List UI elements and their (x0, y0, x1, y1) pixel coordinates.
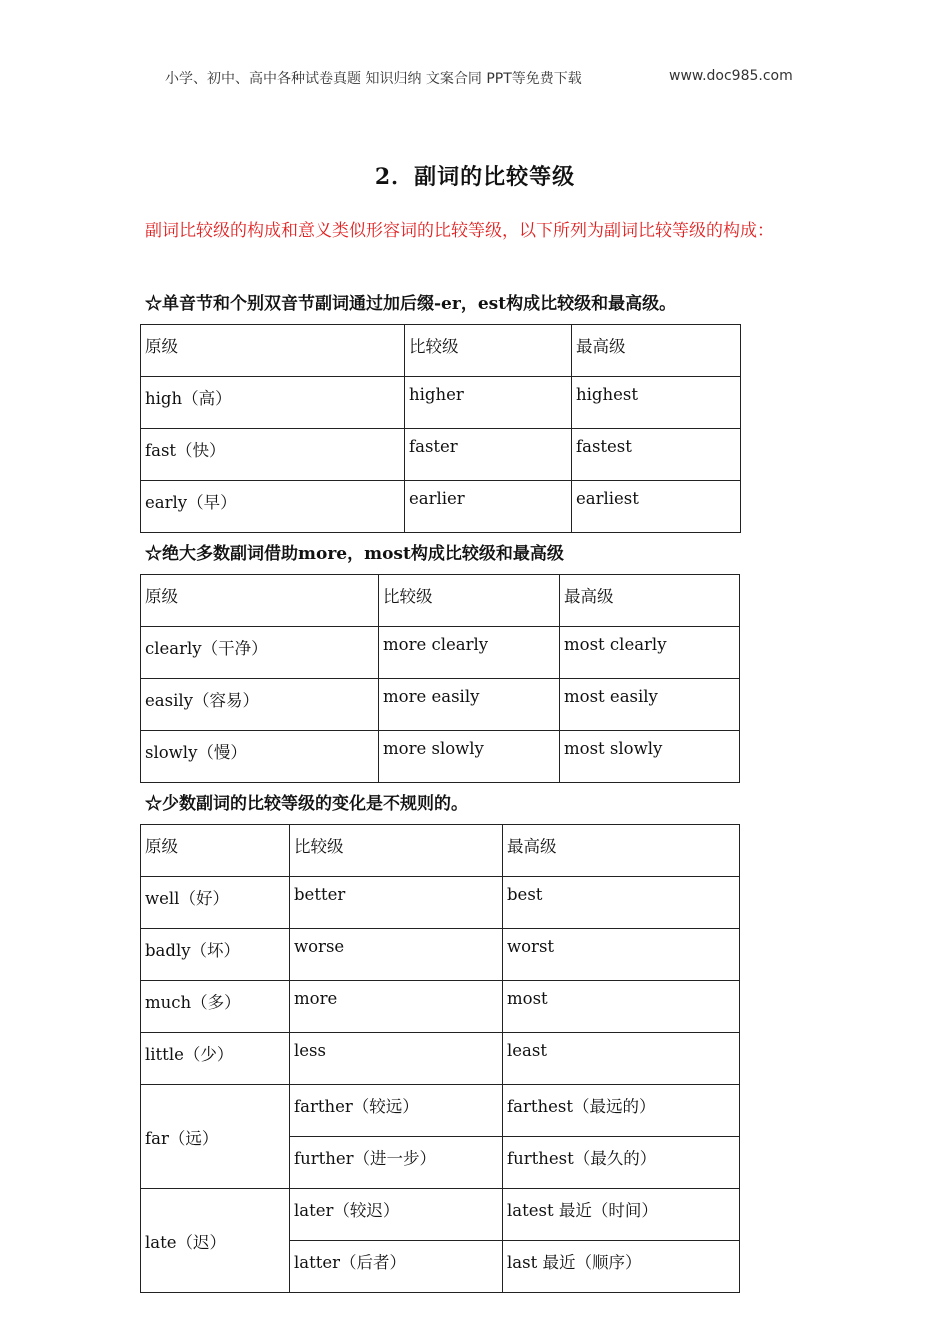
table-cell: earlier (405, 481, 572, 533)
intro-paragraph: 副词比较级的构成和意义类似形容词的比较等级，以下所列为副词比较等级的构成： (145, 221, 774, 241)
table-row (141, 1033, 740, 1085)
table-cell: farthest（最远的） (503, 1085, 740, 1137)
table-cell: little（少） (141, 1033, 290, 1085)
table-row (141, 929, 740, 981)
table-row (141, 1189, 740, 1241)
table-cell-merged: late（迟） (141, 1189, 290, 1293)
column-header: 比较级 (379, 575, 560, 627)
header-site-description: 小学、初中、高中各种试卷真题 知识归纳 文案合同 PPT等免费下载 (165, 71, 582, 87)
table-cell: much（多） (141, 981, 290, 1033)
table-cell: high（高） (141, 377, 405, 429)
table-row (141, 731, 740, 783)
table-row (141, 429, 741, 481)
table-header-row (141, 575, 740, 627)
table-cell: most clearly (560, 627, 740, 679)
table-cell: highest (572, 377, 741, 429)
table-header-row (141, 325, 741, 377)
table-cell-merged: far（远） (141, 1085, 290, 1189)
table-cell: easily（容易） (141, 679, 379, 731)
column-header: 比较级 (405, 325, 572, 377)
table-cell: most easily (560, 679, 740, 731)
table-cell: more clearly (379, 627, 560, 679)
column-header: 最高级 (503, 825, 740, 877)
table-row (141, 627, 740, 679)
table-cell: most slowly (560, 731, 740, 783)
table-row (141, 877, 740, 929)
table-cell: least (503, 1033, 740, 1085)
table-cell: well（好） (141, 877, 290, 929)
table-cell: farther（较远） (290, 1085, 503, 1137)
column-header: 最高级 (560, 575, 740, 627)
table-cell: higher (405, 377, 572, 429)
table-cell: badly（坏） (141, 929, 290, 981)
column-header: 最高级 (572, 325, 741, 377)
header-url[interactable]: www.doc985.com (669, 68, 793, 84)
table-row (141, 377, 741, 429)
table-cell: more (290, 981, 503, 1033)
table-cell: fastest (572, 429, 741, 481)
table-cell: more slowly (379, 731, 560, 783)
table-cell: more easily (379, 679, 560, 731)
table-row (141, 1085, 740, 1137)
table-cell: last 最近（顺序） (503, 1241, 740, 1293)
table-cell: slowly（慢） (141, 731, 379, 783)
table-row (141, 981, 740, 1033)
section-heading-more-most: ☆绝大多数副词借助more，most构成比较级和最高级 (145, 544, 564, 564)
table-cell: best (503, 877, 740, 929)
column-header: 原级 (141, 825, 290, 877)
table-cell: clearly（干净） (141, 627, 379, 679)
column-header: 原级 (141, 575, 379, 627)
table-cell: worse (290, 929, 503, 981)
table-row (141, 481, 741, 533)
page-title: 2．副词的比较等级 (374, 164, 576, 190)
table-cell: later（较迟） (290, 1189, 503, 1241)
table-cell: earliest (572, 481, 741, 533)
section-heading-irregular: ☆少数副词的比较等级的变化是不规则的。 (145, 794, 468, 814)
table-cell: early（早） (141, 481, 405, 533)
table-cell: faster (405, 429, 572, 481)
table-regular-comparison (140, 324, 741, 533)
section-heading-regular: ☆单音节和个别双音节副词通过加后缀-er，est构成比较级和最高级。 (145, 294, 677, 314)
column-header: 原级 (141, 325, 405, 377)
table-cell: furthest（最久的） (503, 1137, 740, 1189)
table-cell: less (290, 1033, 503, 1085)
table-cell: further（进一步） (290, 1137, 503, 1189)
table-cell: fast（快） (141, 429, 405, 481)
table-cell: latest 最近（时间） (503, 1189, 740, 1241)
table-more-most-comparison (140, 574, 740, 783)
table-cell: latter（后者） (290, 1241, 503, 1293)
table-cell: worst (503, 929, 740, 981)
table-cell: most (503, 981, 740, 1033)
table-cell: better (290, 877, 503, 929)
column-header: 比较级 (290, 825, 503, 877)
table-header-row (141, 825, 740, 877)
table-irregular-comparison (140, 824, 740, 1293)
table-row (141, 679, 740, 731)
